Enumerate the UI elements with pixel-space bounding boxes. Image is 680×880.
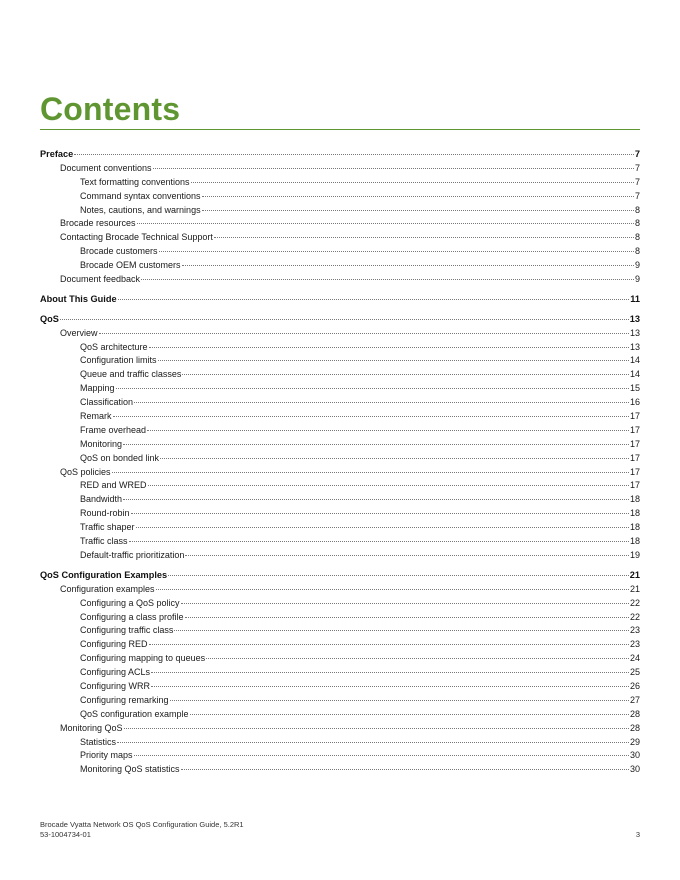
toc-entry-page[interactable]: 16 bbox=[629, 397, 640, 408]
toc-entry-page[interactable]: 30 bbox=[629, 750, 640, 761]
toc-entry-label[interactable]: Document conventions bbox=[60, 162, 152, 173]
toc-entry[interactable] bbox=[40, 382, 640, 396]
dot-leader bbox=[123, 499, 629, 500]
toc-entry[interactable] bbox=[40, 368, 640, 382]
toc-entry-page[interactable]: 9 bbox=[634, 274, 640, 285]
toc-entry[interactable] bbox=[40, 507, 640, 521]
toc-entry-label[interactable]: Configuring remarking bbox=[80, 694, 169, 705]
toc-entry-label[interactable]: Brocade resources bbox=[60, 218, 136, 229]
dot-leader bbox=[124, 728, 629, 729]
dot-leader bbox=[182, 265, 634, 266]
dot-leader bbox=[118, 299, 630, 300]
toc-entry-page[interactable]: 13 bbox=[629, 341, 640, 352]
dot-leader bbox=[158, 360, 629, 361]
dot-leader bbox=[134, 402, 629, 403]
page-footer bbox=[40, 820, 640, 839]
toc-entry-page[interactable]: 8 bbox=[634, 246, 640, 257]
toc-entry-page[interactable]: 7 bbox=[634, 162, 640, 173]
dot-leader bbox=[168, 575, 629, 576]
toc-entry-label[interactable]: Mapping bbox=[80, 383, 115, 394]
toc-entry-page[interactable]: 17 bbox=[629, 411, 640, 422]
toc-entry[interactable] bbox=[40, 245, 640, 259]
dot-leader bbox=[214, 237, 634, 238]
dot-leader bbox=[129, 541, 629, 542]
toc-entry-page[interactable]: 23 bbox=[629, 639, 640, 650]
dot-leader bbox=[74, 154, 634, 155]
toc-entry-label[interactable]: QoS bbox=[40, 313, 59, 324]
toc-entry-page[interactable]: 30 bbox=[629, 764, 640, 775]
dot-leader bbox=[137, 223, 634, 224]
toc-entry-label[interactable]: Bandwidth bbox=[80, 494, 123, 505]
page-title: Contents bbox=[40, 91, 181, 127]
toc-entry[interactable] bbox=[40, 597, 640, 611]
toc-entry[interactable] bbox=[40, 452, 640, 466]
dot-leader bbox=[185, 555, 629, 556]
toc-entry-page[interactable]: 26 bbox=[629, 680, 640, 691]
toc-entry-label[interactable]: Remark bbox=[80, 411, 112, 422]
toc-entry-page[interactable]: 7 bbox=[634, 190, 640, 201]
dot-leader bbox=[170, 700, 629, 701]
toc-entry[interactable] bbox=[40, 466, 640, 480]
toc-entry-page[interactable]: 8 bbox=[634, 232, 640, 243]
dot-leader bbox=[153, 168, 634, 169]
toc-entry[interactable] bbox=[40, 327, 640, 341]
toc-entry[interactable] bbox=[40, 438, 640, 452]
toc-entry-page[interactable]: 27 bbox=[629, 694, 640, 705]
toc-entry-page[interactable]: 15 bbox=[629, 383, 640, 394]
dot-leader bbox=[202, 210, 634, 211]
toc-entry[interactable] bbox=[40, 638, 640, 652]
toc-entry-label[interactable]: Frame overhead bbox=[80, 424, 147, 435]
dot-leader bbox=[202, 196, 634, 197]
dot-leader bbox=[147, 430, 629, 431]
table-of-contents bbox=[40, 148, 640, 777]
toc-entry[interactable] bbox=[40, 749, 640, 763]
toc-entry[interactable] bbox=[40, 396, 640, 410]
toc-entry-page[interactable]: 17 bbox=[629, 452, 640, 463]
toc-entry[interactable] bbox=[40, 204, 640, 218]
toc-entry-page[interactable]: 11 bbox=[630, 293, 640, 304]
dot-leader bbox=[149, 644, 629, 645]
dot-leader bbox=[117, 742, 629, 743]
dot-leader bbox=[136, 527, 629, 528]
dot-leader bbox=[112, 472, 629, 473]
toc-entry-page[interactable]: 8 bbox=[634, 204, 640, 215]
toc-entry[interactable] bbox=[40, 680, 640, 694]
toc-entry-label[interactable]: Round-robin bbox=[80, 508, 130, 519]
toc-entry[interactable] bbox=[40, 652, 640, 666]
toc-entry[interactable] bbox=[40, 410, 640, 424]
title-divider bbox=[40, 129, 640, 130]
dot-leader bbox=[134, 755, 629, 756]
toc-entry-page[interactable]: 13 bbox=[629, 313, 640, 324]
toc-entry[interactable] bbox=[40, 148, 640, 162]
dot-leader bbox=[148, 485, 629, 486]
dot-leader bbox=[113, 416, 629, 417]
dot-leader bbox=[151, 686, 629, 687]
toc-entry-label[interactable]: Contacting Brocade Technical Support bbox=[60, 232, 213, 243]
toc-entry[interactable] bbox=[40, 293, 640, 307]
toc-entry-page[interactable]: 7 bbox=[634, 176, 640, 187]
toc-entry[interactable] bbox=[40, 521, 640, 535]
toc-entry[interactable] bbox=[40, 666, 640, 680]
toc-entry-label[interactable]: QoS architecture bbox=[80, 341, 148, 352]
dot-leader bbox=[156, 589, 629, 590]
toc-entry-page[interactable]: 18 bbox=[629, 494, 640, 505]
toc-entry[interactable] bbox=[40, 493, 640, 507]
toc-entry-label[interactable]: Statistics bbox=[80, 736, 117, 747]
toc-entry-page[interactable]: 22 bbox=[629, 597, 640, 608]
toc-entry[interactable] bbox=[40, 624, 640, 638]
toc-entry-page[interactable]: 28 bbox=[629, 708, 640, 719]
toc-entry-page[interactable]: 17 bbox=[629, 466, 640, 477]
toc-entry[interactable] bbox=[40, 313, 640, 327]
toc-entry[interactable] bbox=[40, 549, 640, 563]
dot-leader bbox=[123, 444, 629, 445]
toc-entry-label[interactable]: About This Guide bbox=[40, 293, 117, 304]
toc-entry-page[interactable]: 13 bbox=[629, 327, 640, 338]
toc-entry-label[interactable]: Monitoring QoS bbox=[60, 722, 123, 733]
toc-entry-label[interactable]: Notes, cautions, and warnings bbox=[80, 204, 201, 215]
toc-entry-label[interactable]: Configuring a class profile bbox=[80, 611, 184, 622]
toc-entry-page[interactable]: 14 bbox=[629, 369, 640, 380]
dot-leader bbox=[160, 458, 629, 459]
toc-entry[interactable] bbox=[40, 583, 640, 597]
dot-leader bbox=[99, 333, 629, 334]
toc-entry-page[interactable]: 17 bbox=[629, 480, 640, 491]
dot-leader bbox=[191, 182, 634, 183]
toc-entry-label[interactable]: Classification bbox=[80, 397, 134, 408]
toc-entry-page[interactable]: 7 bbox=[634, 149, 640, 159]
toc-entry[interactable] bbox=[40, 722, 640, 736]
toc-entry[interactable] bbox=[40, 176, 640, 190]
toc-entry-label[interactable]: Configuration limits bbox=[80, 355, 157, 366]
toc-entry-label[interactable]: Queue and traffic classes bbox=[80, 369, 182, 380]
toc-entry-label[interactable]: Configuring traffic class bbox=[80, 625, 174, 636]
toc-entry[interactable] bbox=[40, 763, 640, 777]
footer-doc-number: 53-1004734-01 bbox=[40, 829, 91, 839]
toc-entry-label[interactable]: Configuring a QoS policy bbox=[80, 597, 180, 608]
toc-entry-label[interactable]: RED and WRED bbox=[80, 480, 147, 491]
toc-entry-label[interactable]: Document feedback bbox=[60, 274, 141, 285]
toc-entry[interactable] bbox=[40, 273, 640, 287]
toc-entry-label[interactable]: Configuration examples bbox=[60, 583, 155, 594]
toc-entry-label[interactable]: Brocade customers bbox=[80, 246, 158, 257]
footer-doc-title: Brocade Vyatta Network OS QoS Configuration Guide, 5.2R1 bbox=[40, 820, 244, 829]
toc-entry-page[interactable]: 8 bbox=[634, 218, 640, 229]
toc-entry-page[interactable]: 29 bbox=[629, 736, 640, 747]
toc-entry-page[interactable]: 14 bbox=[629, 355, 640, 366]
dot-leader bbox=[185, 617, 629, 618]
toc-entry-label[interactable]: Command syntax conventions bbox=[80, 190, 201, 201]
toc-entry[interactable] bbox=[40, 694, 640, 708]
toc-entry[interactable] bbox=[40, 162, 640, 176]
toc-entry-label[interactable]: Overview bbox=[60, 327, 98, 338]
toc-entry[interactable] bbox=[40, 535, 640, 549]
dot-leader bbox=[182, 374, 629, 375]
toc-entry[interactable] bbox=[40, 190, 640, 204]
toc-entry[interactable] bbox=[40, 569, 640, 583]
toc-entry-page[interactable]: 28 bbox=[629, 722, 640, 733]
dot-leader bbox=[206, 658, 629, 659]
toc-entry[interactable] bbox=[40, 354, 640, 368]
toc-entry-page[interactable]: 25 bbox=[629, 667, 640, 678]
dot-leader bbox=[131, 513, 629, 514]
toc-entry-label[interactable]: QoS configuration example bbox=[80, 708, 189, 719]
toc-entry[interactable] bbox=[40, 479, 640, 493]
toc-entry[interactable] bbox=[40, 231, 640, 245]
toc-entry-page[interactable]: 18 bbox=[629, 508, 640, 519]
toc-entry-label[interactable]: QoS policies bbox=[60, 466, 111, 477]
dot-leader bbox=[60, 319, 629, 320]
toc-entry-label[interactable]: Text formatting conventions bbox=[80, 176, 190, 187]
dot-leader bbox=[151, 672, 629, 673]
toc-entry[interactable] bbox=[40, 736, 640, 750]
toc-entry-label[interactable]: Configuring RED bbox=[80, 639, 148, 650]
toc-entry-page[interactable]: 17 bbox=[629, 438, 640, 449]
toc-entry-page[interactable]: 21 bbox=[629, 583, 640, 594]
toc-entry-label[interactable]: Default-traffic prioritization bbox=[80, 549, 185, 560]
toc-entry-label[interactable]: Brocade OEM customers bbox=[80, 260, 181, 271]
dot-leader bbox=[141, 279, 634, 280]
toc-entry-page[interactable]: 18 bbox=[629, 522, 640, 533]
toc-entry[interactable] bbox=[40, 259, 640, 273]
toc-entry-page[interactable]: 17 bbox=[629, 424, 640, 435]
toc-entry[interactable] bbox=[40, 424, 640, 438]
dot-leader bbox=[174, 630, 629, 631]
toc-entry-label[interactable]: Priority maps bbox=[80, 750, 133, 761]
toc-entry-page[interactable]: 18 bbox=[629, 536, 640, 547]
toc-entry-label[interactable]: QoS on bonded link bbox=[80, 452, 160, 463]
toc-entry-label[interactable]: Preface bbox=[40, 149, 74, 159]
toc-entry-page[interactable]: 24 bbox=[629, 653, 640, 664]
dot-leader bbox=[190, 714, 629, 715]
toc-entry-label[interactable]: Configuring WRR bbox=[80, 680, 151, 691]
toc-entry-label[interactable]: Monitoring QoS statistics bbox=[80, 764, 180, 775]
toc-entry[interactable] bbox=[40, 708, 640, 722]
toc-entry-label[interactable]: Configuring mapping to queues bbox=[80, 653, 206, 664]
dot-leader bbox=[181, 769, 629, 770]
toc-entry[interactable] bbox=[40, 341, 640, 355]
toc-entry-label[interactable]: Traffic shaper bbox=[80, 522, 135, 533]
dot-leader bbox=[181, 603, 629, 604]
toc-entry-label[interactable]: QoS Configuration Examples bbox=[40, 569, 168, 580]
toc-entry[interactable] bbox=[40, 611, 640, 625]
dot-leader bbox=[159, 251, 634, 252]
toc-entry[interactable] bbox=[40, 217, 640, 231]
dot-leader bbox=[149, 347, 629, 348]
toc-entry-label[interactable]: Monitoring bbox=[80, 438, 123, 449]
toc-entry-page[interactable]: 22 bbox=[629, 611, 640, 622]
toc-entry-page[interactable]: 9 bbox=[634, 260, 640, 271]
toc-entry-page[interactable]: 19 bbox=[629, 549, 640, 560]
dot-leader bbox=[116, 388, 629, 389]
toc-entry-label[interactable]: Traffic class bbox=[80, 536, 128, 547]
toc-entry-label[interactable]: Configuring ACLs bbox=[80, 667, 151, 678]
footer-page-number: 3 bbox=[635, 829, 640, 839]
toc-entry-page[interactable]: 21 bbox=[629, 569, 640, 580]
toc-entry-page[interactable]: 23 bbox=[629, 625, 640, 636]
